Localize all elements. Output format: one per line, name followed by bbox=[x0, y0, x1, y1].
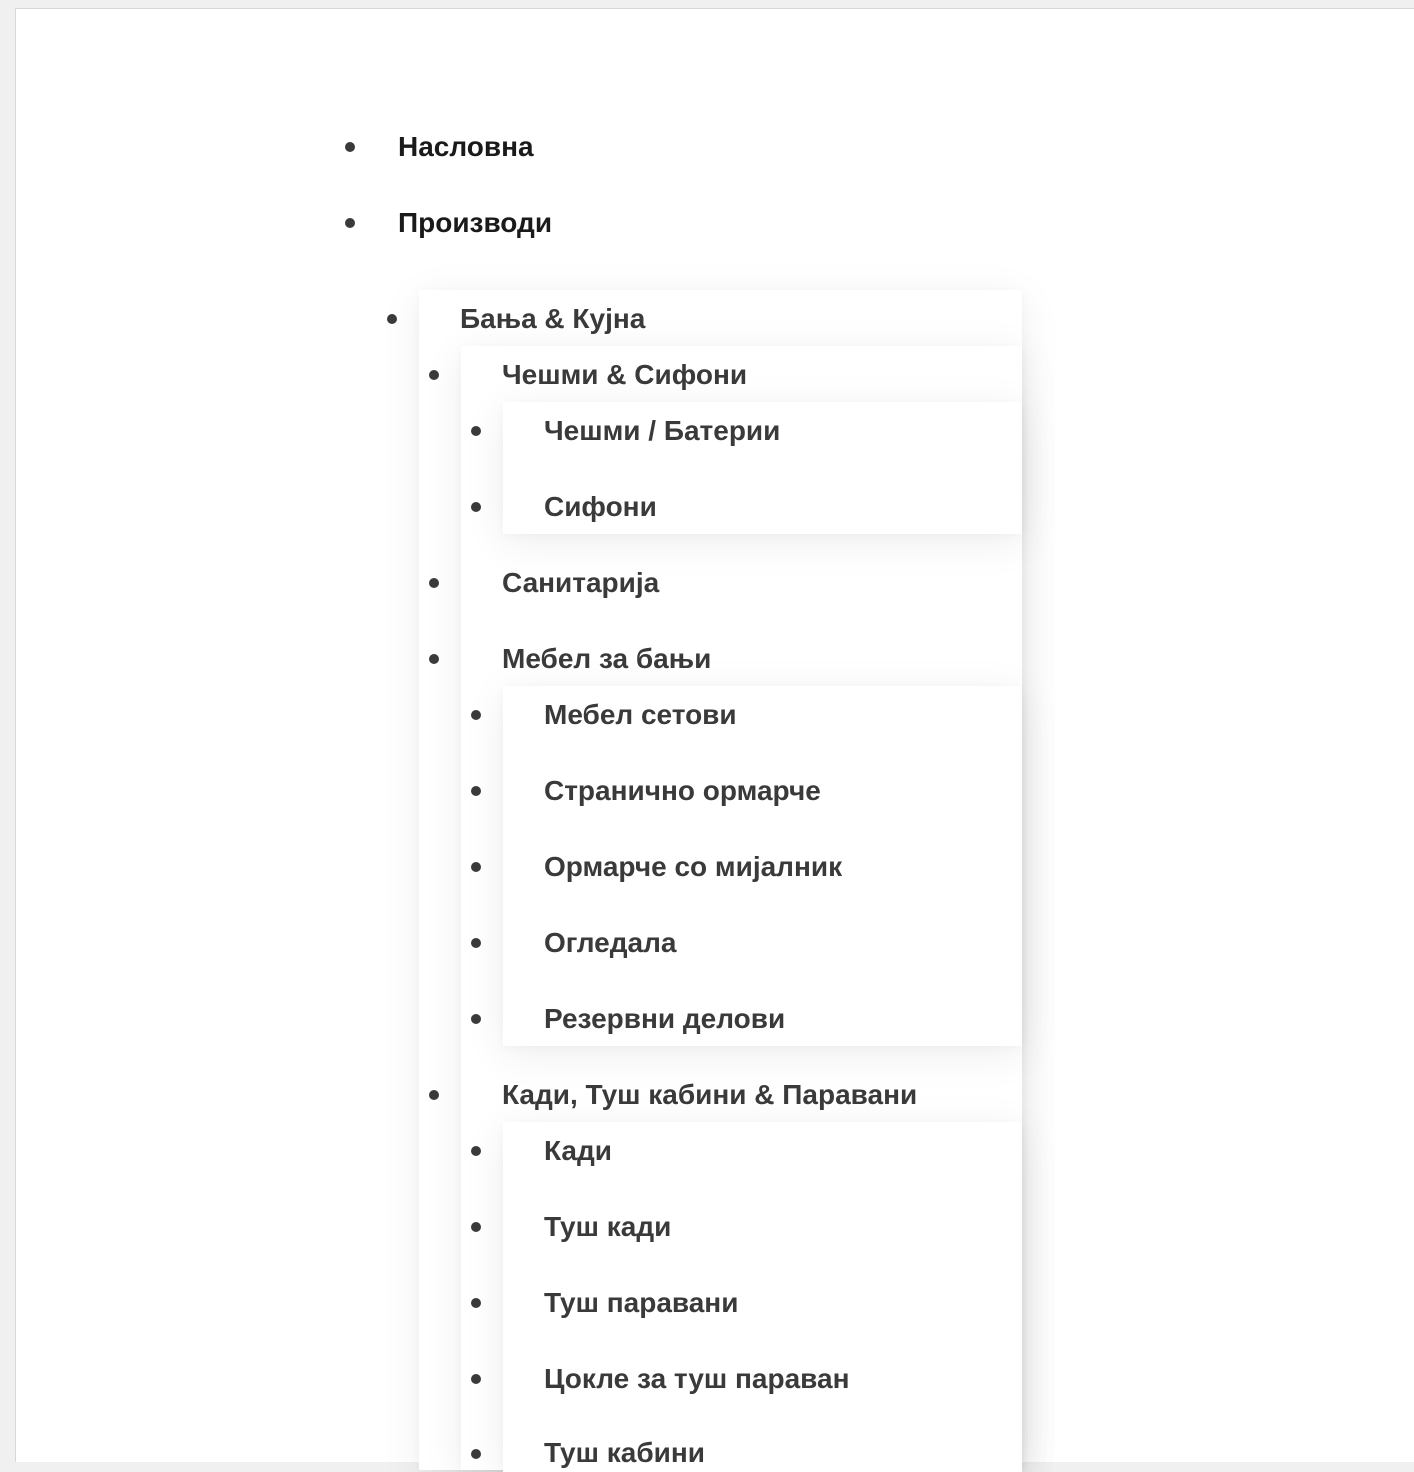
menu-item-bathtubs-showers-label[interactable]: Кади, Туш кабини & Паравани bbox=[502, 1079, 918, 1110]
menu-item-bathtubs[interactable] bbox=[544, 1135, 612, 1167]
menu-item-shower-trays[interactable] bbox=[544, 1211, 671, 1243]
menu-item-products[interactable] bbox=[398, 207, 552, 239]
page-canvas bbox=[15, 8, 1414, 1468]
menu-item-taps-batteries[interactable] bbox=[544, 415, 780, 447]
menu-item-home-label[interactable]: Насловна bbox=[398, 131, 534, 162]
menu-item-taps-batteries-label[interactable]: Чешми / Батерии bbox=[544, 415, 781, 446]
menu-item-sink-cabinet-label[interactable]: Ормарче со мијалник bbox=[544, 851, 843, 882]
bullet-icon bbox=[345, 218, 355, 228]
bullet-icon bbox=[387, 314, 397, 324]
bullet-icon bbox=[471, 1222, 481, 1232]
menu-item-spare-parts-label[interactable]: Резервни делови bbox=[544, 1003, 786, 1034]
bullet-icon bbox=[471, 786, 481, 796]
menu-item-bath-kitchen[interactable] bbox=[460, 303, 645, 335]
menu-item-shower-screens-label[interactable]: Туш паравани bbox=[544, 1287, 739, 1318]
bullet-icon bbox=[429, 654, 439, 664]
bullet-icon bbox=[471, 862, 481, 872]
bullet-icon bbox=[471, 1298, 481, 1308]
menu-item-mirrors-label[interactable]: Огледала bbox=[544, 927, 677, 958]
menu-item-side-cabinet[interactable] bbox=[544, 775, 821, 807]
menu-item-shower-cabins-label[interactable]: Туш кабини bbox=[544, 1437, 705, 1468]
menu-item-furniture-sets-label[interactable]: Мебел сетови bbox=[544, 699, 737, 730]
bullet-icon bbox=[429, 1090, 439, 1100]
menu-item-siphons[interactable] bbox=[544, 491, 657, 523]
bullet-icon bbox=[471, 938, 481, 948]
bullet-icon bbox=[471, 710, 481, 720]
menu-item-shower-screens[interactable] bbox=[544, 1287, 738, 1319]
bullet-icon bbox=[471, 1014, 481, 1024]
menu-item-sanitary-label[interactable]: Санитарија bbox=[502, 567, 660, 598]
menu-item-sink-cabinet[interactable] bbox=[544, 851, 842, 883]
menu-item-bathroom-furniture-label[interactable]: Мебел за бањи bbox=[502, 643, 712, 674]
menu-item-home[interactable] bbox=[398, 131, 534, 163]
bullet-icon bbox=[471, 426, 481, 436]
menu-item-bathroom-furniture[interactable] bbox=[502, 643, 711, 675]
menu-item-sanitary[interactable] bbox=[502, 567, 659, 599]
bullet-icon bbox=[345, 142, 355, 152]
bullet-icon bbox=[471, 1146, 481, 1156]
menu-item-screen-plinths[interactable] bbox=[544, 1363, 850, 1395]
menu-item-screen-plinths-label[interactable]: Цокле за туш параван bbox=[544, 1363, 850, 1394]
menu-item-shower-trays-label[interactable]: Туш кади bbox=[544, 1211, 672, 1242]
menu-item-spare-parts[interactable] bbox=[544, 1003, 785, 1035]
menu-item-taps-siphons[interactable] bbox=[502, 359, 747, 391]
bullet-icon bbox=[429, 370, 439, 380]
menu-item-siphons-label[interactable]: Сифони bbox=[544, 491, 657, 522]
bullet-icon bbox=[429, 578, 439, 588]
bullet-icon bbox=[471, 1449, 481, 1459]
menu-item-products-label[interactable]: Производи bbox=[398, 207, 553, 238]
menu-item-bath-kitchen-label[interactable]: Бања & Кујна bbox=[460, 303, 646, 334]
main-navigation-menu bbox=[16, 9, 1414, 1468]
menu-item-bathtubs-showers[interactable] bbox=[502, 1079, 917, 1111]
menu-item-mirrors[interactable] bbox=[544, 927, 676, 959]
menu-item-furniture-sets[interactable] bbox=[544, 699, 737, 731]
menu-item-taps-siphons-label[interactable]: Чешми & Сифони bbox=[502, 359, 748, 390]
menu-item-bathtubs-label[interactable]: Кади bbox=[544, 1135, 612, 1166]
bullet-icon bbox=[471, 502, 481, 512]
menu-item-side-cabinet-label[interactable]: Странично ормарче bbox=[544, 775, 821, 806]
bullet-icon bbox=[471, 1374, 481, 1384]
menu-item-shower-cabins[interactable] bbox=[544, 1437, 705, 1469]
